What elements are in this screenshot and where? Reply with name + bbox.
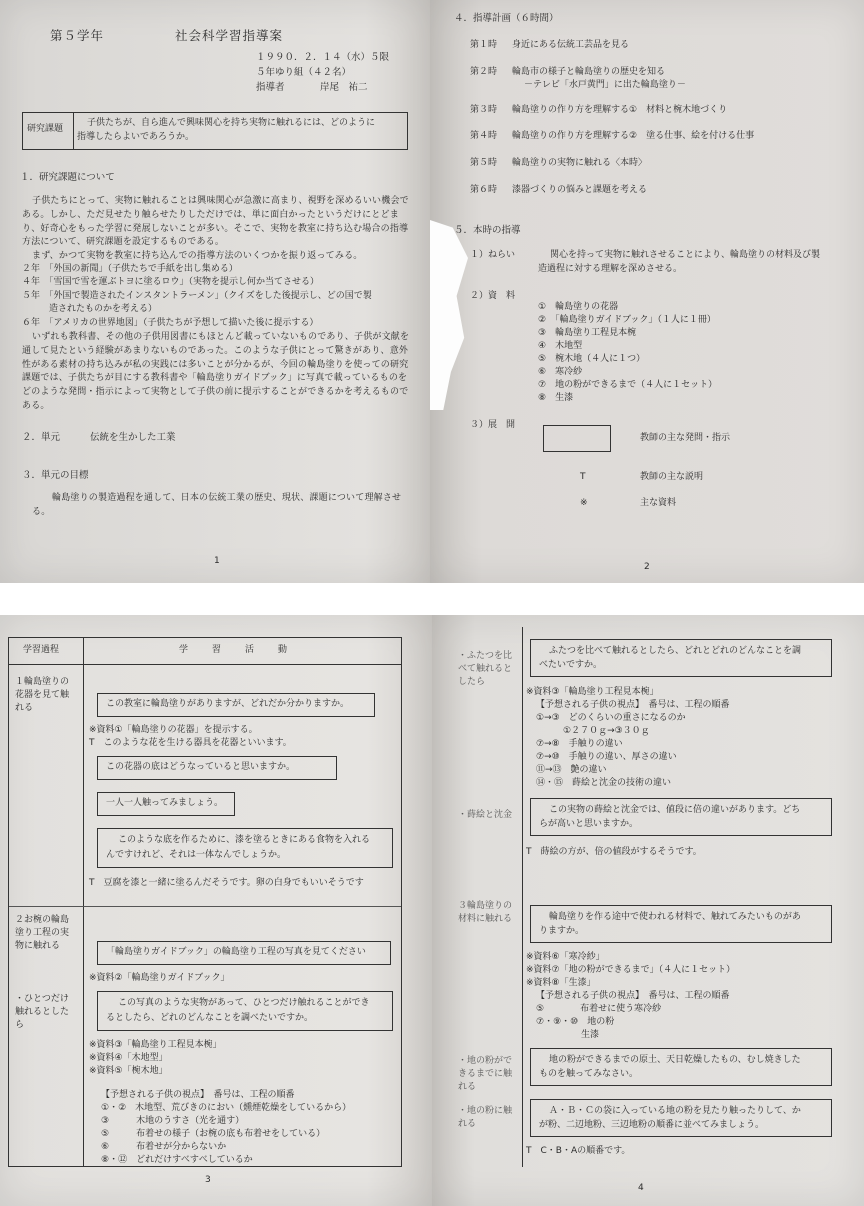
plan-label: 第５時 bbox=[470, 158, 498, 168]
question-box bbox=[97, 792, 235, 816]
example-list-item: 造されたものかを考える） bbox=[22, 304, 158, 314]
plan-title: 社会科学習指導案 bbox=[175, 28, 284, 43]
column-divider bbox=[83, 638, 84, 1166]
question-text: この花器の底はどうなっていると思いますか。 bbox=[106, 762, 296, 772]
plan-text: －テレビ「水戸黄門」に出た輪島塗り－ bbox=[524, 80, 686, 90]
plan-label: 第４時 bbox=[470, 131, 498, 141]
material-note: ※資料②「輪島塗りガイドブック」 bbox=[89, 973, 230, 983]
research-text-2: 指導したらよいであろうか。 bbox=[77, 132, 195, 142]
material-note: ※資料③「輪島塗り工程見本椀」 bbox=[526, 687, 659, 697]
research-label: 研究課題 bbox=[27, 124, 64, 134]
material-note: ※資料④「木地型」 bbox=[89, 1053, 168, 1063]
teacher-explanation: T C・B・Aの順番です。 bbox=[526, 1146, 631, 1156]
section-3-heading: ３．単元の目標 bbox=[22, 470, 89, 481]
section-5-heading: ５．本時の指導 bbox=[454, 225, 521, 236]
viewpoint-item: ⑧・⑫ どれだけすべすべしているか bbox=[101, 1155, 253, 1165]
viewpoint-item: ⑪→⑬ 艶の違い bbox=[536, 765, 607, 775]
teacher-explanation: T このような花を生ける器具を花器といいます。 bbox=[89, 738, 292, 748]
column-divider bbox=[522, 627, 523, 1167]
viewpoint-item: ⑦→⑩ 手触りの違い、厚さの違い bbox=[536, 752, 677, 762]
grade-title: 第５学年 bbox=[50, 28, 105, 43]
page-number: 2 bbox=[644, 562, 650, 572]
research-label-cell bbox=[23, 113, 74, 149]
question-text: るとしたら、どれのどんなことを調べたいですか。 bbox=[106, 1013, 314, 1023]
column-header-stage: 学習過程 bbox=[23, 645, 60, 655]
page-4 bbox=[432, 615, 864, 1206]
unit-goal: 輪島塗りの製造過程を通して、日本の伝統工業の歴史、現状、課題について理解させる。 bbox=[32, 493, 402, 517]
stage-a-label: ・ふたつを比べて触れるとしたら bbox=[458, 651, 513, 687]
section-2-heading: ２．単元 bbox=[22, 432, 61, 443]
question-text: らが高いと思いますか。 bbox=[539, 819, 639, 829]
viewpoint-item: ①→③ どのくらいの重さになるのか bbox=[536, 713, 686, 723]
material-note: ※資料①「輪島塗りの花器」を提示する。 bbox=[89, 725, 258, 735]
page-2 bbox=[430, 0, 864, 583]
viewpoint-item: ⑭・⑮ 蒔絵と沈金の技術の違い bbox=[536, 778, 672, 788]
plan-text: 漆器づくりの悩みと課題を考える bbox=[512, 185, 648, 195]
teacher-name: 岸尾 祐二 bbox=[320, 82, 368, 93]
plan-label: 第２時 bbox=[470, 67, 498, 77]
section-1-paragraph-3: いずれも教科書、その他の子供用図書にもほとんど載っていないものであり、子供が文献を通して見たという経験があまりないものであった。このような子供にとって驚きがあり、意外性がある素材の持ち込みが私の実践には多いことが分かるが、今回の輪島塗りを使っての研究課題では、子供たちが目にする教科書や「輪島塗りガイドブック」に写真で載っているものをどのような発問・指示によって実物として子供の前に提示することができるかを考えるものである。 bbox=[22, 332, 410, 411]
teacher-explanation: T 豆腐を漆と一緒に塗るんだそうです。卵の白身でもいいそうです bbox=[89, 878, 364, 888]
viewpoint-heading: 【予想される子供の視点】 番号は、工程の順番 bbox=[101, 1090, 295, 1100]
lesson-date: １９９０．２．１４（水）５限 bbox=[256, 52, 390, 63]
material-item: ⑧ 生漆 bbox=[538, 393, 574, 403]
material-item: ⑤ 椀木地（４人に１つ） bbox=[538, 354, 646, 364]
question-text: が粉、二辺地粉、三辺地粉の順番に並べてみましょう。 bbox=[539, 1120, 765, 1130]
plan-text: 輪島塗りの作り方を理解する① 材料と椀木地づくり bbox=[512, 105, 728, 115]
question-text: 「輪島塗りガイドブック」の輪島塗り工程の写真を見てください bbox=[106, 947, 366, 957]
teacher-label: 指導者 bbox=[256, 82, 285, 93]
unit-name: 伝統を生かした工業 bbox=[90, 432, 176, 443]
question-text: ふたつを比べて触れるとしたら、どれとどれのどんなことを調 bbox=[549, 646, 802, 656]
legend-t-mark: T bbox=[580, 472, 586, 482]
material-note: ※資料③「輪島塗り工程見本椀」 bbox=[89, 1040, 222, 1050]
page-number: 4 bbox=[638, 1183, 644, 1193]
legend-t-text: 教師の主な説明 bbox=[640, 472, 704, 482]
question-text: べたいですか。 bbox=[539, 660, 603, 670]
activity-table bbox=[8, 637, 402, 1167]
legend-question-text: 教師の主な発問・指示 bbox=[640, 433, 731, 443]
section-1-paragraph-2: まず、かつて実物を教室に持ち込んでの指導方法のいくつかを振り返ってみる。 bbox=[32, 251, 363, 261]
viewpoint-item: ⑤ 布着せに使う寒冷紗 bbox=[536, 1004, 662, 1014]
column-header-activity: 学 習 活 動 bbox=[179, 645, 290, 655]
question-box bbox=[97, 693, 375, 717]
stage-2-label: ２お椀の輪島塗り工程の実物に触れる bbox=[15, 915, 70, 951]
question-box bbox=[97, 941, 391, 965]
question-text: ものを触ってみなさい。 bbox=[539, 1069, 639, 1079]
stage-e-label: ・地の粉に触れる bbox=[458, 1106, 513, 1129]
development-label: ３）展 開 bbox=[470, 420, 516, 430]
question-box bbox=[530, 1048, 832, 1086]
stage-c-label: ３輪島塗りの材料に触れる bbox=[458, 901, 513, 924]
materials-label: ２）資 料 bbox=[470, 291, 516, 301]
question-text: Ａ・Ｂ・Ｃの袋に入っている地の粉を見たり触ったりして、か bbox=[549, 1106, 801, 1116]
plan-label: 第６時 bbox=[470, 185, 498, 195]
viewpoint-item: ⑦→⑧ 手触りの違い bbox=[536, 739, 623, 749]
plan-text: 身近にある伝統工芸品を見る bbox=[512, 40, 630, 50]
plan-text: 輪島塗りの実物に触れる〈本時〉 bbox=[512, 158, 648, 168]
question-text: この実物の蒔絵と沈金では、値段に倍の違いがあります。どち bbox=[549, 805, 801, 815]
material-item: ① 輪島塗りの花器 bbox=[538, 302, 619, 312]
viewpoint-heading: 【予想される子供の視点】 番号は、工程の順番 bbox=[536, 991, 730, 1001]
material-note: ※資料⑥「寒冷紗」 bbox=[526, 952, 605, 962]
question-text: このような底を作るために、漆を塗るときにある食物を入れる bbox=[118, 835, 371, 845]
viewpoint-heading: 【予想される子供の視点】 番号は、工程の順番 bbox=[536, 700, 730, 710]
question-box bbox=[97, 991, 393, 1031]
question-text: りますか。 bbox=[539, 926, 585, 936]
section-1-paragraph-1: 子供たちにとって、実物に触れることは興味関心が急激に高まり、視野を深めるいい機会である。しかし、ただ見せたり触らせたりしただけでは、単に面白かったというだけにとどまり、好奇心をもった学習に発展しないことが多い。そこで、実物を教室に持ち込む場合の指導方法について、研究課題を設定するものである。 bbox=[22, 196, 409, 248]
stage-b-label: ・蒔絵と沈金 bbox=[458, 810, 513, 820]
research-topic-box bbox=[22, 112, 408, 150]
plan-text: 輪島市の様子と輪島塗りの歴史を知る bbox=[512, 67, 666, 77]
viewpoint-item: 生漆 bbox=[536, 1030, 600, 1040]
question-box bbox=[530, 1099, 832, 1137]
question-box bbox=[530, 905, 832, 943]
header-divider bbox=[9, 664, 401, 665]
legend-note-mark: ※ bbox=[580, 498, 588, 508]
material-note: ※資料⑧「生漆」 bbox=[526, 978, 596, 988]
plan-label: 第３時 bbox=[470, 105, 498, 115]
example-list-item: ２年 「外国の新聞」（子供たちで手紙を出し集める） bbox=[22, 264, 238, 274]
example-list-item: ４年 「雪国で雪を運ぶトヨに塗るロウ」（実物を提示し何か当てさせる） bbox=[22, 277, 320, 287]
legend-question-box bbox=[543, 425, 611, 452]
class-name: ５年ゆり組（４２名） bbox=[256, 67, 352, 78]
aim-text-2: 造過程に対する理解を深めさせる。 bbox=[538, 264, 683, 274]
material-item: ⑥ 寒冷紗 bbox=[538, 367, 583, 377]
question-text: この写真のような実物があって、ひとつだけ触れることができ bbox=[118, 998, 370, 1008]
legend-note-text: 主な資料 bbox=[640, 498, 677, 508]
material-item: ④ 木地型 bbox=[538, 341, 583, 351]
torn-edge bbox=[430, 220, 468, 410]
aim-label: １）ねらい bbox=[470, 250, 516, 260]
stage-1-label: １輪島塗りの花器を見て触れる bbox=[15, 677, 70, 713]
viewpoint-item: ⑤ 布着せの様子（お椀の底も布着せをしている） bbox=[101, 1129, 326, 1139]
question-text: 地の粉ができるまでの原土、天日乾燥したもの、むし焼きした bbox=[549, 1055, 801, 1065]
section-1-heading: １．研究課題について bbox=[20, 172, 115, 183]
row-divider bbox=[9, 906, 401, 907]
page-number: 1 bbox=[214, 556, 220, 566]
question-box bbox=[97, 756, 337, 780]
example-list-item: ５年 「外国で製造されたインスタントラーメン」（クイズをした後提示し、どの国で製 bbox=[22, 291, 372, 301]
material-item: ⑦ 地の粉ができるまで（４人に１セット） bbox=[538, 380, 718, 390]
question-text: この教室に輪島塗りがありますが、どれだか分かりますか。 bbox=[106, 699, 350, 709]
example-list-item: ６年 「アメリカの世界地図」（子供たちが予想して描いた後に提示する） bbox=[22, 318, 319, 328]
question-box bbox=[530, 639, 832, 677]
page-3 bbox=[0, 615, 432, 1206]
viewpoint-item: ⑦・⑨・⑩ 地の粉 bbox=[536, 1017, 615, 1027]
question-text: んですけれど、それは一体なんでしょうか。 bbox=[106, 850, 287, 860]
page-number: 3 bbox=[205, 1175, 211, 1185]
viewpoint-item: ①・② 木地型、荒びきのにおい（燻煙乾燥をしているから） bbox=[101, 1103, 352, 1113]
stage-d-label: ・地の粉ができるまでに触れる bbox=[458, 1056, 513, 1092]
material-item: ③ 輪島塗り工程見本椀 bbox=[538, 328, 637, 338]
plan-text: 輪島塗りの作り方を理解する② 塗る仕事、絵を付ける仕事 bbox=[512, 131, 755, 141]
material-note: ※資料⑦「地の粉ができるまで」（４人に１セット） bbox=[526, 965, 736, 975]
research-text-1: 子供たちが、自ら進んで興味関心を持ち実物に触れるには、どのように bbox=[87, 118, 376, 128]
teacher-explanation: T 蒔絵の方が、倍の値段がするそうです。 bbox=[526, 847, 702, 857]
material-item: ② 「輪島塗りガイドブック」（１人に１冊） bbox=[538, 315, 716, 325]
question-text: 一人一人触ってみましょう。 bbox=[106, 798, 224, 808]
plan-label: 第１時 bbox=[470, 40, 498, 50]
viewpoint-item: ①２７０ｇ→③３０ｇ bbox=[536, 726, 650, 736]
question-box bbox=[97, 828, 393, 868]
viewpoint-item: ⑥ 布着せが分からないか bbox=[101, 1142, 227, 1152]
stage-2b-label: ・ひとつだけ触れるとしたら bbox=[15, 994, 70, 1030]
question-text: 輪島塗りを作る途中で使われる材料で、触れてみたいものがあ bbox=[549, 912, 801, 922]
question-box bbox=[530, 798, 832, 836]
page-1 bbox=[0, 0, 430, 583]
viewpoint-item: ③ 木地のうすさ（光を通す） bbox=[101, 1116, 245, 1126]
section-4-heading: ４．指導計画（６時間） bbox=[454, 13, 559, 24]
aim-text-1: 関心を持って実物に触れさせることにより、輪島塗りの材料及び製 bbox=[550, 250, 821, 260]
material-note: ※資料⑤「椀木地」 bbox=[89, 1066, 168, 1076]
